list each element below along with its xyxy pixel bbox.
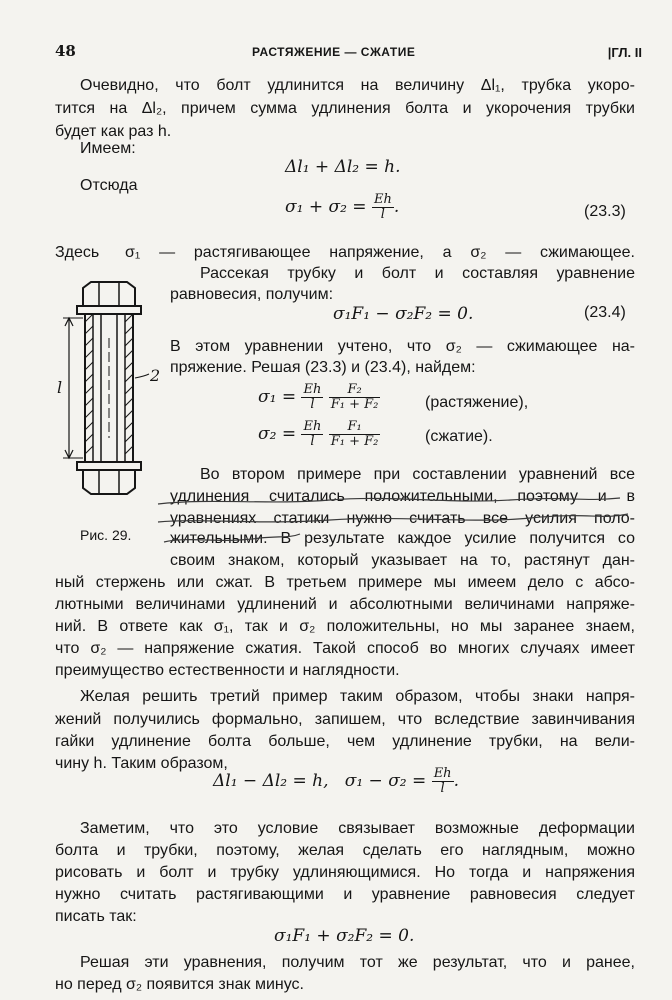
text-line: равновесия, получим:	[170, 286, 334, 303]
text-line: Решая эти уравнения, получим тот же результат, что и ранее,	[80, 954, 635, 971]
tube-label-2: 2	[150, 366, 161, 385]
top-washer	[77, 306, 141, 314]
text-line: но перед σ₂ появится знак минус.	[55, 976, 304, 993]
text-line: удлинения считались положительными, поэтому и в	[170, 488, 635, 505]
text-line: В этом уравнении учтено, что σ₂ — сжимающее на-	[170, 338, 635, 355]
pencil-underline	[150, 478, 640, 548]
bottom-washer	[77, 462, 141, 470]
figure-bolt-tube	[55, 278, 170, 508]
fraction-numerator: F₂	[329, 383, 381, 398]
text-line: пряжение. Решая (23.3) и (23.4), найдем:	[170, 359, 476, 376]
equation-23-4: σ₁F₁ − σ₂F₂ = 0.	[333, 304, 474, 324]
running-title: РАСТЯЖЕНИЕ — СЖАТИЕ	[252, 45, 416, 59]
fraction-numerator: Eh	[433, 766, 452, 781]
fraction-numerator: Eh	[373, 192, 392, 207]
fraction-denominator: l	[310, 434, 315, 449]
text-line: тится на Δl₂, причем сумма удлинения болта и укорочения трубки	[55, 100, 635, 117]
fraction-numerator: Eh	[303, 419, 322, 434]
dimension-label-l: l	[57, 378, 63, 397]
text-line: ный стержень или сжат. В третьем примере мы имеем дело с абсо-	[55, 574, 635, 591]
chapter-marker: |ГЛ. II	[607, 45, 642, 60]
text-line: рисовать и болт и трубку удлиняющимися. Но тогда и напряжения	[55, 864, 635, 881]
text-line: жительными. В результате каждое усилие получится со	[170, 530, 635, 547]
fraction-denominator: F₁ + F₂	[330, 434, 379, 449]
text-line: чину h. Таким образом,	[55, 755, 228, 772]
equation-number: (23.3)	[584, 203, 626, 220]
text-line: нужно считать растягивающими и уравнение равновесия следует	[55, 886, 635, 903]
equation-sigma1: σ₁ = $\frac{Eh}{l}$ $\frac{\text{F₂}}{\text{F₁ + F₂}}$	[258, 382, 379, 412]
fraction-denominator: F₁ + F₂	[330, 397, 379, 412]
text-line: Во втором примере при составлении уравнений все	[200, 466, 635, 483]
text-line: что σ₂ — напряжение сжатия. Такой способ во многих случаях имеет	[55, 640, 635, 657]
text-line: жений получились формально, запишем, что вследствие завинчивания	[55, 711, 635, 728]
figure-caption: Рис. 29.	[80, 527, 132, 543]
fraction-denominator: l	[440, 781, 445, 796]
text-line: Отсюда	[80, 177, 138, 194]
text-line: будет как раз h.	[55, 123, 172, 140]
text-line: гайки удлинение болта больше, чем удлинение трубки, на вели-	[55, 733, 635, 750]
equation-note: (растяжение),	[425, 394, 529, 411]
text-line: писать так:	[55, 908, 137, 925]
fraction-denominator: l	[310, 397, 315, 412]
equation-equilibrium: σ₁F₁ + σ₂F₂ = 0.	[274, 926, 415, 946]
text-line: Здесь	[55, 244, 100, 261]
text-line: лютными величинами удлинений и абсолютными величинами напряже-	[55, 596, 635, 613]
equation-23-3: σ₁ + σ₂ = $\frac{Eh}{l}$ .	[285, 192, 400, 222]
text-line: своим знаком, который указывает на то, растянут дан-	[170, 552, 635, 569]
equation-note: (сжатие).	[425, 428, 493, 445]
text-line: Имеем:	[80, 140, 136, 157]
fraction-numerator: F₁	[329, 420, 381, 435]
bolt-head	[83, 282, 135, 306]
text-line: ний. В ответе как σ₁, так и σ₂ положительны, но мы заранее знаем,	[55, 618, 635, 635]
text-line: Очевидно, что болт удлинится на величину Δl₁, трубка укоро-	[80, 77, 635, 94]
fraction-denominator: l	[380, 207, 385, 222]
text-line: Рассекая трубку и болт и составляя уравнение	[200, 265, 635, 282]
text-line: преимущество естественности и наглядности.	[55, 662, 400, 679]
text-line: Заметим, что это условие связывает возможные деформации	[80, 820, 635, 837]
pencil-stroke	[164, 534, 300, 542]
equation-number: (23.4)	[584, 304, 626, 321]
fraction-numerator: Eh	[303, 382, 322, 397]
text-line: Желая решить третий пример таким образом, чтобы знаки напря-	[80, 688, 635, 705]
pencil-stroke	[158, 514, 628, 522]
bottom-nut	[83, 470, 135, 494]
text-line: уравнениях статики нужно считать все усилия поло-	[170, 510, 635, 527]
page-number: 48	[55, 42, 76, 60]
text-line: σ₁ — растягивающее напряжение, а σ₂ — сжимающее.	[125, 244, 635, 261]
text-line: болта и трубки, поэтому, желая сделать его наглядным, можно	[55, 842, 635, 859]
equation-compat: Δl₁ − Δl₂ = h, σ₁ − σ₂ = $\frac{Eh}{l}$ .	[213, 766, 459, 796]
equation-sigma2: σ₂ = $\frac{Eh}{l}$ $\frac{\text{F₁}}{\text{F₁ + F₂}}$	[258, 419, 379, 449]
pencil-stroke	[158, 498, 620, 504]
equation-23-2: Δl₁ + Δl₂ = h.	[285, 157, 401, 177]
